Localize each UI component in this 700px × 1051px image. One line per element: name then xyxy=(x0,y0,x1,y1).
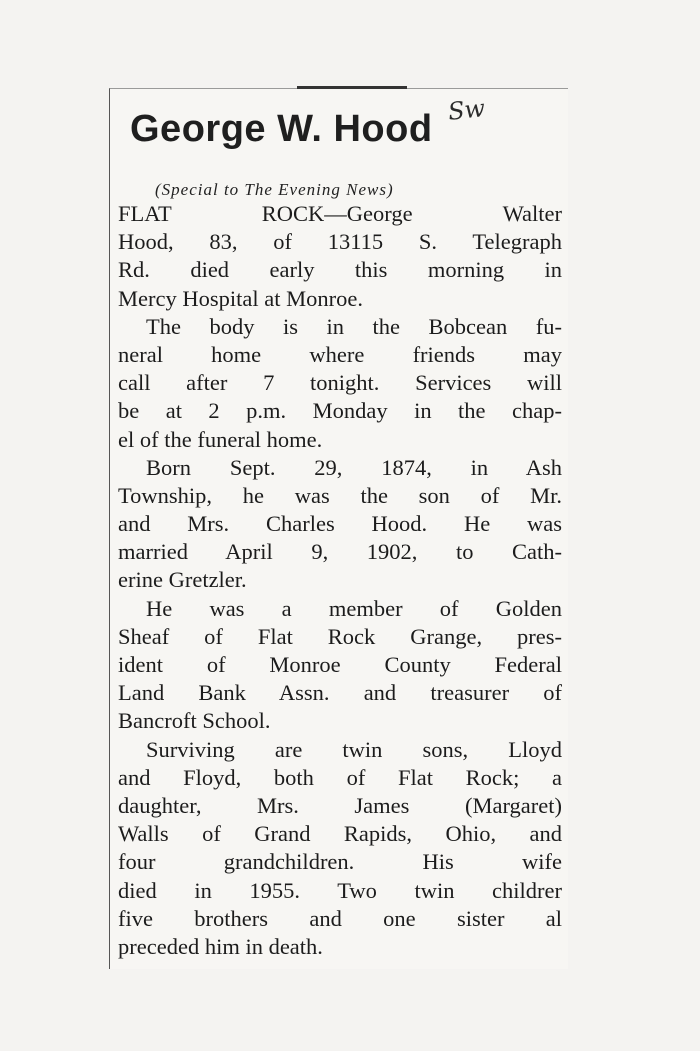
body-line: Rd. died early this morning in xyxy=(118,257,562,283)
body-line: el of the funeral home. xyxy=(118,426,323,452)
headline: George W. Hood xyxy=(130,108,433,150)
body-line: Township, he was the son of Mr. xyxy=(118,482,562,508)
body-line: and Mrs. Charles Hood. He was xyxy=(118,511,562,537)
body-line: Hood, 83, of 13115 S. Telegraph xyxy=(118,229,562,255)
body-line: Bancroft School. xyxy=(118,708,271,734)
body-line: Surviving are twin sons, Lloyd xyxy=(146,736,562,762)
body-line: erine Gretzler. xyxy=(118,567,247,593)
dateline: (Special to The Evening News) xyxy=(155,180,394,199)
body-line: five brothers and one sister al xyxy=(118,905,562,931)
body-line: call after 7 tonight. Services will xyxy=(118,370,562,396)
body-line: died in 1955. Two twin childrer xyxy=(118,877,562,903)
body-line: He was a member of Golden xyxy=(146,595,562,621)
body-line: Born Sept. 29, 1874, in Ash xyxy=(146,454,562,480)
body-line: The body is in the Bobcean fu- xyxy=(146,313,562,339)
body-line: ident of Monroe County Federal xyxy=(118,652,562,677)
body-line: FLAT ROCK—George Walter xyxy=(118,201,562,226)
body-line: Mercy Hospital at Monroe. xyxy=(118,285,363,311)
body-line: married April 9, 1902, to Cath- xyxy=(118,539,562,565)
body-line: Sheaf of Flat Rock Grange, pres- xyxy=(118,623,562,649)
body-line: neral home where friends may xyxy=(118,341,562,367)
body-line: and Floyd, both of Flat Rock; a xyxy=(118,764,562,790)
body-line: Walls of Grand Rapids, Ohio, and xyxy=(118,821,562,847)
body-line: be at 2 p.m. Monday in the chap- xyxy=(118,398,562,424)
body-line: Land Bank Assn. and treasurer of xyxy=(118,680,562,706)
top-rule xyxy=(297,86,407,89)
handwritten-note: Sw xyxy=(446,94,487,126)
body-line: four grandchildren. His wife xyxy=(118,849,562,875)
body-line: daughter, Mrs. James (Margaret) xyxy=(118,792,562,818)
body-line: preceded him in death. xyxy=(118,933,323,959)
article-body xyxy=(118,200,562,961)
